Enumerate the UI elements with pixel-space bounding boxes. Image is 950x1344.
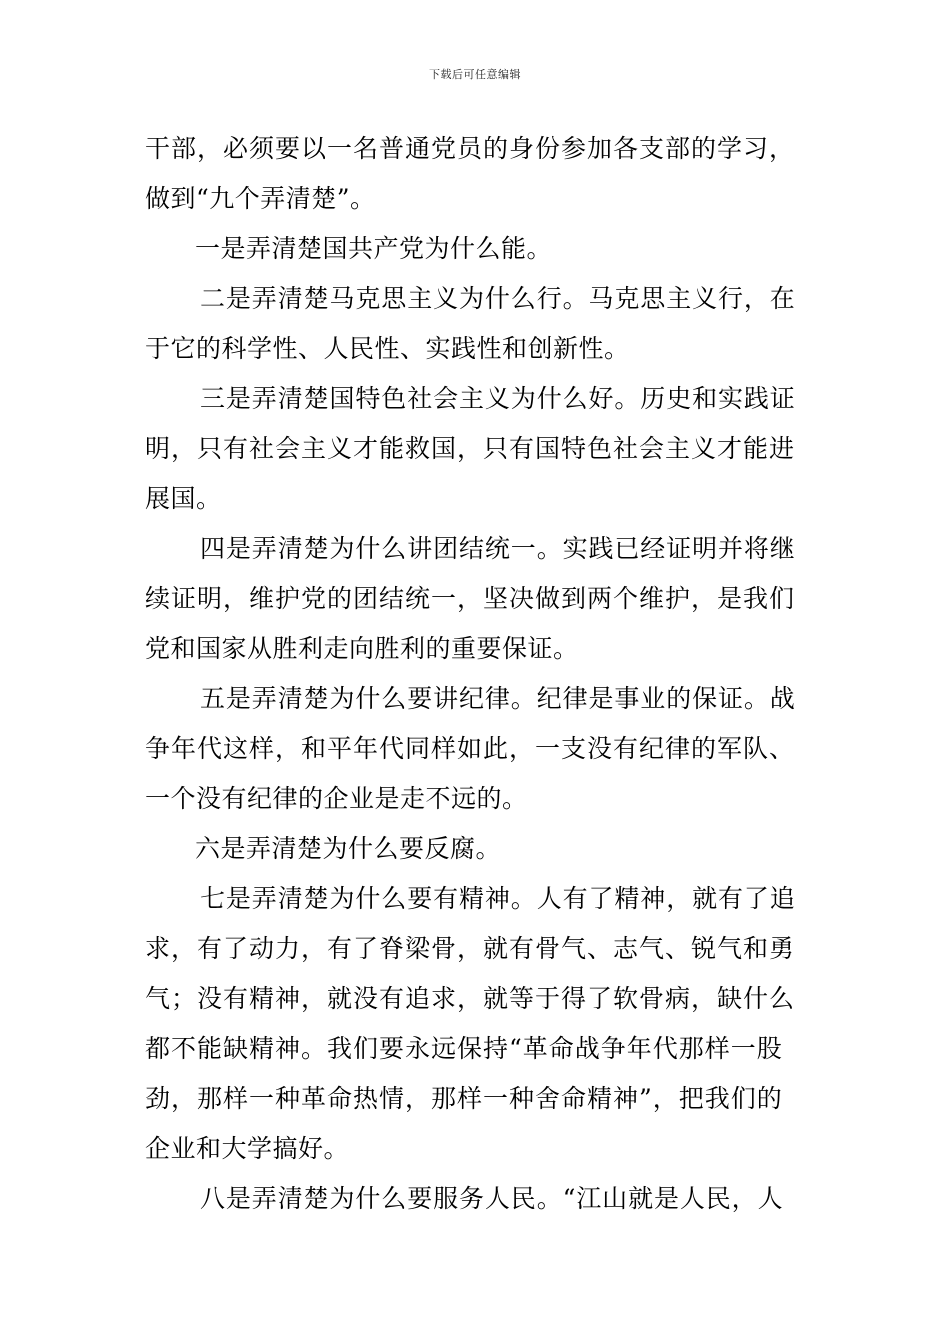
text-line: 五是弄清楚为什么要讲纪律。纪律是事业的保证。战 bbox=[200, 684, 796, 713]
text-line: 七是弄清楚为什么要有精神。人有了精神，就有了追 bbox=[200, 884, 796, 913]
text-line: 四是弄清楚为什么讲团结统一。实践已经证明并将继 bbox=[200, 534, 796, 563]
text-line: 二是弄清楚马克思主义为什么行。马克思主义行，在 bbox=[200, 284, 796, 313]
text-line: 明，只有社会主义才能救国，只有国特色社会主义才能进 bbox=[145, 434, 796, 463]
text-line: 于它的科学性、人民性、实践性和创新性。 bbox=[145, 334, 630, 363]
text-line: 展国。 bbox=[145, 484, 222, 513]
text-line: 气；没有精神，就没有追求，就等于得了软骨病，缺什么 bbox=[145, 984, 796, 1013]
text-line: 都不能缺精神。我们要永远保持“革命战争年代那样一股 bbox=[145, 1034, 783, 1063]
text-line: 争年代这样，和平年代同样如此，一支没有纪律的军队、 bbox=[145, 734, 796, 763]
text-line: 六是弄清楚为什么要反腐。 bbox=[195, 834, 502, 863]
text-line: 党和国家从胜利走向胜利的重要保证。 bbox=[145, 634, 579, 663]
text-line: 干部，必须要以一名普通党员的身份参加各支部的学习， bbox=[145, 134, 796, 163]
text-line: 求，有了动力，有了脊梁骨，就有骨气、志气、锐气和勇 bbox=[145, 934, 796, 963]
text-line: 做到“九个弄清楚”。 bbox=[145, 184, 376, 213]
page-header: 下载后可任意编辑 bbox=[429, 68, 521, 81]
text-line: 八是弄清楚为什么要服务人民。“江山就是人民，人 bbox=[200, 1184, 784, 1213]
text-line: 一个没有纪律的企业是走不远的。 bbox=[145, 784, 528, 813]
text-line: 一是弄清楚国共产党为什么能。 bbox=[195, 234, 553, 263]
text-line: 续证明，维护党的团结统一，坚决做到两个维护，是我们 bbox=[145, 584, 796, 613]
text-line: 企业和大学搞好。 bbox=[145, 1134, 350, 1163]
text-line: 三是弄清楚国特色社会主义为什么好。历史和实践证 bbox=[200, 384, 796, 413]
text-line: 劲，那样一种革命热情，那样一种舍命精神”，把我们的 bbox=[145, 1084, 783, 1113]
